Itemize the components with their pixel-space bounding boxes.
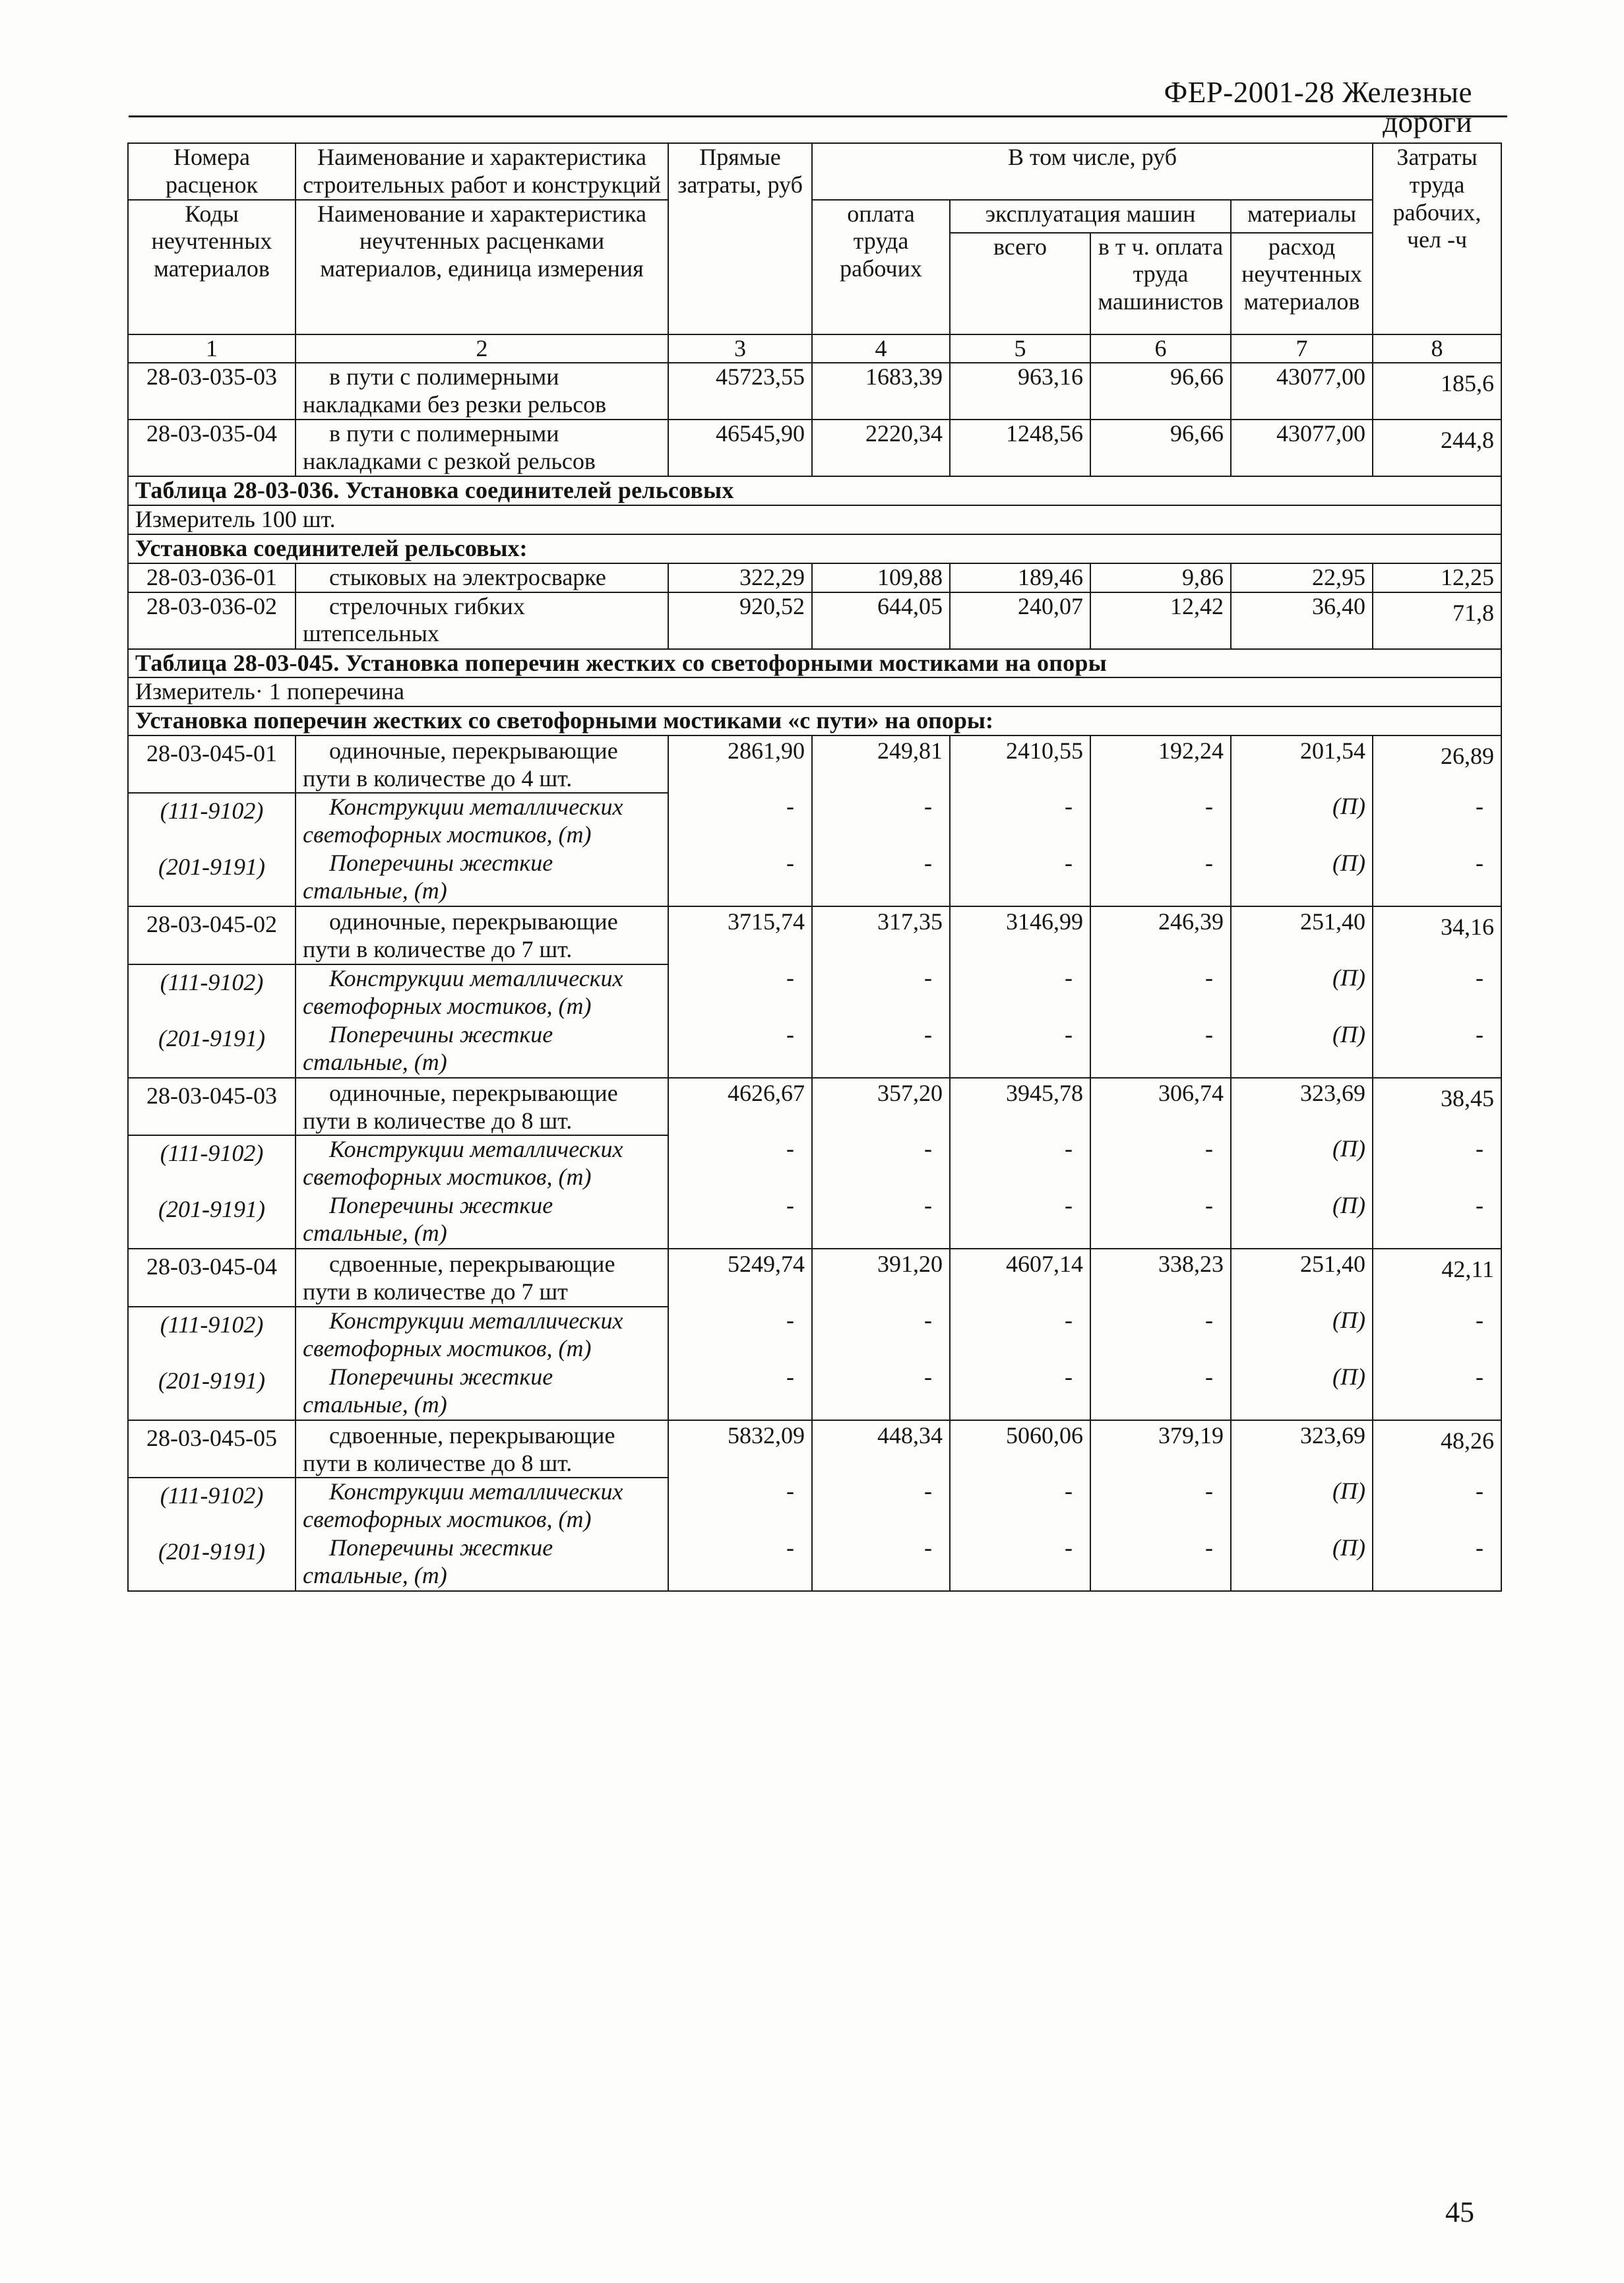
- direct-costs: -: [668, 1363, 812, 1420]
- operator-pay: -: [1090, 1192, 1231, 1249]
- direct-costs: -: [668, 850, 812, 906]
- labor-hours: -: [1373, 1021, 1501, 1078]
- materials-value: 22,95: [1231, 563, 1373, 592]
- column-number: 4: [812, 334, 950, 363]
- table-row: [128, 592, 1501, 649]
- operator-pay: -: [1090, 1478, 1231, 1534]
- rate-name: сдвоенные, перекрывающие пути в количестве до 8 шт.: [296, 1420, 668, 1478]
- operator-pay: 306,74: [1090, 1078, 1231, 1136]
- worker-pay: -: [812, 1192, 950, 1249]
- material-code: (201-9191): [128, 1021, 296, 1078]
- machines-total: -: [950, 793, 1090, 850]
- material-code: (111-9102): [128, 964, 296, 1021]
- worker-pay: 109,88: [812, 563, 950, 592]
- operator-pay: 192,24: [1090, 735, 1231, 794]
- page-header: ФЕР-2001-28 Железные дороги: [1164, 76, 1472, 139]
- labor-hours: 244,8: [1373, 420, 1501, 476]
- labor-hours: 71,8: [1373, 592, 1501, 649]
- worker-pay: -: [812, 1135, 950, 1192]
- labor-hours: 26,89: [1373, 735, 1501, 794]
- materials-value: 251,40: [1231, 906, 1373, 964]
- materials-value: (П): [1231, 1307, 1373, 1363]
- material-name: Конструкции металлических светофорных мостиков, (т): [296, 964, 668, 1021]
- operator-pay: -: [1090, 793, 1231, 850]
- direct-costs: 46545,90: [668, 420, 812, 476]
- rate-name: в пути с полимерными накладками без резки рельсов: [296, 363, 668, 420]
- direct-costs: -: [668, 1135, 812, 1192]
- operator-pay: 9,86: [1090, 563, 1231, 592]
- labor-hours: -: [1373, 1192, 1501, 1249]
- materials-value: (П): [1231, 1192, 1373, 1249]
- material-code: (111-9102): [128, 1478, 296, 1534]
- materials-value: (П): [1231, 793, 1373, 850]
- column-number: 6: [1090, 334, 1231, 363]
- rate-code: 28-03-045-02: [128, 906, 296, 964]
- operator-pay: 379,19: [1090, 1420, 1231, 1478]
- worker-pay: 1683,39: [812, 363, 950, 420]
- labor-hours: 12,25: [1373, 563, 1501, 592]
- header-including: В том числе, руб: [812, 143, 1373, 200]
- materials-value: 323,69: [1231, 1420, 1373, 1478]
- labor-hours: 34,16: [1373, 906, 1501, 964]
- table-row: [128, 563, 1501, 592]
- rate-name: сдвоенные, перекрывающие пути в количестве до 7 шт: [296, 1249, 668, 1307]
- material-code: (201-9191): [128, 1192, 296, 1249]
- rate-name: одиночные, перекрывающие пути в количестве до 7 шт.: [296, 906, 668, 964]
- material-name: Поперечины жесткие стальные, (т): [296, 850, 668, 906]
- machines-total: -: [950, 1307, 1090, 1363]
- machines-total: 963,16: [950, 363, 1090, 420]
- header-rate-numbers: Номера расценок: [128, 143, 296, 200]
- machines-total: -: [950, 1021, 1090, 1078]
- labor-hours: -: [1373, 1307, 1501, 1363]
- table-045-title: Таблица 28-03-045. Установка поперечин жестких со светофорными мостиками на опоры: [128, 649, 1501, 678]
- rate-name: одиночные, перекрывающие пути в количестве до 4 шт.: [296, 735, 668, 794]
- table-045-section: Установка поперечин жестких со светофорными мостиками «с пути» на опоры:: [128, 706, 1501, 735]
- operator-pay: 12,42: [1090, 592, 1231, 649]
- labor-hours: -: [1373, 1363, 1501, 1420]
- material-code: (201-9191): [128, 850, 296, 906]
- materials-value: (П): [1231, 850, 1373, 906]
- materials-value: 323,69: [1231, 1078, 1373, 1136]
- table-row: [128, 1078, 1501, 1136]
- machines-total: 5060,06: [950, 1420, 1090, 1478]
- column-number: 1: [128, 334, 296, 363]
- column-number: 5: [950, 334, 1090, 363]
- worker-pay: 644,05: [812, 592, 950, 649]
- operator-pay: 246,39: [1090, 906, 1231, 964]
- material-row: [128, 1192, 1501, 1249]
- labor-hours: -: [1373, 964, 1501, 1021]
- material-code: (111-9102): [128, 1307, 296, 1363]
- material-row: [128, 793, 1501, 850]
- material-name: Поперечины жесткие стальные, (т): [296, 1534, 668, 1591]
- header-operator-pay: в т ч. оплата труда машинистов: [1090, 233, 1231, 334]
- direct-costs: 322,29: [668, 563, 812, 592]
- worker-pay: -: [812, 964, 950, 1021]
- direct-costs: -: [668, 1021, 812, 1078]
- direct-costs: -: [668, 1307, 812, 1363]
- material-name: Поперечины жесткие стальные, (т): [296, 1363, 668, 1420]
- header-materials: материалы: [1231, 200, 1373, 233]
- direct-costs: 5832,09: [668, 1420, 812, 1478]
- materials-value: 251,40: [1231, 1249, 1373, 1307]
- rate-code: 28-03-036-02: [128, 592, 296, 649]
- material-name: Конструкции металлических светофорных мостиков, (т): [296, 1307, 668, 1363]
- column-number: 7: [1231, 334, 1373, 363]
- worker-pay: 391,20: [812, 1249, 950, 1307]
- machines-total: 240,07: [950, 592, 1090, 649]
- operator-pay: -: [1090, 1534, 1231, 1591]
- header-work-name: Наименование и характеристика строительных работ и конструкций: [296, 143, 668, 200]
- material-row: [128, 1534, 1501, 1591]
- worker-pay: 448,34: [812, 1420, 950, 1478]
- material-code: (201-9191): [128, 1363, 296, 1420]
- rate-code: 28-03-045-03: [128, 1078, 296, 1136]
- worker-pay: -: [812, 1534, 950, 1591]
- machines-total: -: [950, 1363, 1090, 1420]
- machines-total: 1248,56: [950, 420, 1090, 476]
- operator-pay: -: [1090, 1307, 1231, 1363]
- column-number: 2: [296, 334, 668, 363]
- operator-pay: -: [1090, 850, 1231, 906]
- labor-hours: 42,11: [1373, 1249, 1501, 1307]
- machines-total: -: [950, 964, 1090, 1021]
- header-machines-total: всего: [950, 233, 1090, 334]
- rate-code: 28-03-045-04: [128, 1249, 296, 1307]
- labor-hours: 38,45: [1373, 1078, 1501, 1136]
- material-row: [128, 1363, 1501, 1420]
- direct-costs: 920,52: [668, 592, 812, 649]
- labor-hours: -: [1373, 850, 1501, 906]
- materials-value: 43077,00: [1231, 420, 1373, 476]
- header-worker-pay: оплата труда рабочих: [812, 200, 950, 334]
- machines-total: 2410,55: [950, 735, 1090, 794]
- material-code: (111-9102): [128, 793, 296, 850]
- table-row: [128, 363, 1501, 420]
- machines-total: 3146,99: [950, 906, 1090, 964]
- page-number: 45: [1445, 2196, 1474, 2228]
- operator-pay: -: [1090, 1135, 1231, 1192]
- header-direct-costs: Прямые затраты, руб: [668, 143, 812, 334]
- column-number: 3: [668, 334, 812, 363]
- worker-pay: -: [812, 1307, 950, 1363]
- material-row: [128, 1307, 1501, 1363]
- worker-pay: 2220,34: [812, 420, 950, 476]
- material-row: [128, 1478, 1501, 1534]
- labor-hours: 185,6: [1373, 363, 1501, 420]
- material-name: Поперечины жесткие стальные, (т): [296, 1021, 668, 1078]
- operator-pay: 338,23: [1090, 1249, 1231, 1307]
- rates-table: [127, 142, 1502, 1592]
- labor-hours: 48,26: [1373, 1420, 1501, 1478]
- direct-costs: 3715,74: [668, 906, 812, 964]
- worker-pay: 357,20: [812, 1078, 950, 1136]
- worker-pay: -: [812, 793, 950, 850]
- direct-costs: -: [668, 1478, 812, 1534]
- header-material-name: Наименование и характеристика неучтенных расценками материалов, единица измерения: [296, 200, 668, 334]
- rate-code: 28-03-035-04: [128, 420, 296, 476]
- material-code: (201-9191): [128, 1534, 296, 1591]
- operator-pay: 96,66: [1090, 420, 1231, 476]
- operator-pay: -: [1090, 964, 1231, 1021]
- table-row: [128, 735, 1501, 794]
- machines-total: -: [950, 1192, 1090, 1249]
- labor-hours: -: [1373, 1534, 1501, 1591]
- materials-value: (П): [1231, 1021, 1373, 1078]
- operator-pay: -: [1090, 1021, 1231, 1078]
- column-number: 8: [1373, 334, 1501, 363]
- rate-name: в пути с полимерными накладками с резкой рельсов: [296, 420, 668, 476]
- machines-total: 3945,78: [950, 1078, 1090, 1136]
- direct-costs: -: [668, 1534, 812, 1591]
- rate-code: 28-03-036-01: [128, 563, 296, 592]
- worker-pay: -: [812, 1021, 950, 1078]
- materials-value: (П): [1231, 1478, 1373, 1534]
- materials-value: 43077,00: [1231, 363, 1373, 420]
- header-rule: [129, 115, 1507, 117]
- table-045-measure: Измеритель· 1 поперечина: [128, 677, 1501, 706]
- machines-total: -: [950, 1135, 1090, 1192]
- labor-hours: -: [1373, 1135, 1501, 1192]
- material-row: [128, 1021, 1501, 1078]
- table-row: [128, 1249, 1501, 1307]
- materials-value: (П): [1231, 1534, 1373, 1591]
- table-row: [128, 906, 1501, 964]
- direct-costs: -: [668, 1192, 812, 1249]
- material-name: Конструкции металлических светофорных мостиков, (т): [296, 1478, 668, 1534]
- rate-name: стрелочных гибких штепсельных: [296, 592, 668, 649]
- material-row: [128, 1135, 1501, 1192]
- material-name: Конструкции металлических светофорных мостиков, (т): [296, 793, 668, 850]
- table-row: [128, 420, 1501, 476]
- machines-total: -: [950, 850, 1090, 906]
- table-045-body: [128, 735, 1501, 1592]
- material-code: (111-9102): [128, 1135, 296, 1192]
- worker-pay: -: [812, 850, 950, 906]
- direct-costs: 5249,74: [668, 1249, 812, 1307]
- operator-pay: -: [1090, 1363, 1231, 1420]
- materials-value: (П): [1231, 964, 1373, 1021]
- direct-costs: 2861,90: [668, 735, 812, 794]
- header-material-codes: Коды неучтенных материалов: [128, 200, 296, 334]
- material-row: [128, 964, 1501, 1021]
- direct-costs: -: [668, 964, 812, 1021]
- material-row: [128, 850, 1501, 906]
- rate-name: одиночные, перекрывающие пути в количестве до 8 шт.: [296, 1078, 668, 1136]
- worker-pay: -: [812, 1478, 950, 1534]
- header-machine-operation: эксплуатация машин: [950, 200, 1231, 233]
- direct-costs: -: [668, 793, 812, 850]
- worker-pay: 249,81: [812, 735, 950, 794]
- worker-pay: -: [812, 1363, 950, 1420]
- materials-value: (П): [1231, 1135, 1373, 1192]
- materials-value: 36,40: [1231, 592, 1373, 649]
- operator-pay: 96,66: [1090, 363, 1231, 420]
- worker-pay: 317,35: [812, 906, 950, 964]
- labor-hours: -: [1373, 793, 1501, 850]
- table-036-section: Установка соединителей рельсовых:: [128, 534, 1501, 563]
- machines-total: -: [950, 1478, 1090, 1534]
- rate-code: 28-03-035-03: [128, 363, 296, 420]
- machines-total: 4607,14: [950, 1249, 1090, 1307]
- direct-costs: 4626,67: [668, 1078, 812, 1136]
- direct-costs: 45723,55: [668, 363, 812, 420]
- machines-total: -: [950, 1534, 1090, 1591]
- machines-total: 189,46: [950, 563, 1090, 592]
- header-material-consumption: расход неучтенных материалов: [1231, 233, 1373, 334]
- rate-code: 28-03-045-05: [128, 1420, 296, 1478]
- material-name: Поперечины жесткие стальные, (т): [296, 1192, 668, 1249]
- labor-hours: -: [1373, 1478, 1501, 1534]
- table-036-title: Таблица 28-03-036. Установка соединителей рельсовых: [128, 476, 1501, 505]
- material-name: Конструкции металлических светофорных мостиков, (т): [296, 1135, 668, 1192]
- rate-code: 28-03-045-01: [128, 735, 296, 794]
- materials-value: 201,54: [1231, 735, 1373, 794]
- header-labor-costs: Затраты труда рабочих, чел -ч: [1373, 143, 1501, 334]
- table-036-measure: Измеритель 100 шт.: [128, 505, 1501, 534]
- materials-value: (П): [1231, 1363, 1373, 1420]
- table-row: [128, 1420, 1501, 1478]
- rate-name: стыковых на электросварке: [296, 563, 668, 592]
